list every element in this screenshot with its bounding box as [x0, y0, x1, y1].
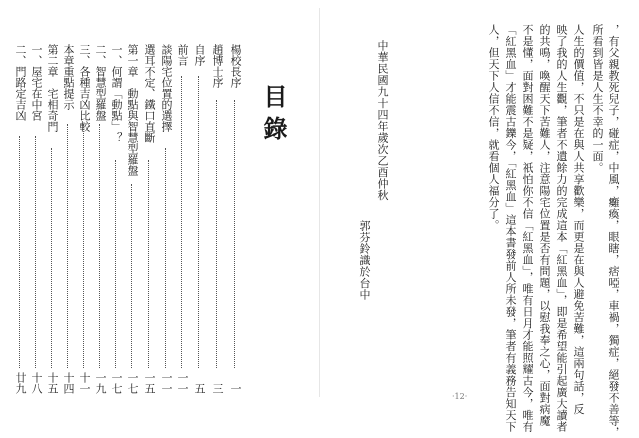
toc-entry-page: 一一: [160, 372, 173, 394]
toc-entry-label: 一、何謂「動點」？: [110, 44, 123, 143]
toc-entry[interactable]: [229, 44, 241, 394]
toc-entry-page: 一五: [143, 372, 156, 394]
toc-entry-label: 談陽宅位置的選擇: [160, 44, 173, 132]
toc-entry-label: 本章重點提示: [62, 44, 75, 110]
toc-entry-page: 三: [211, 383, 224, 394]
leader-dots: [131, 184, 132, 368]
toc-title: 目錄: [259, 84, 288, 148]
preface-line: 不是懂，面對困難不是疑，祇怕你不信「紅黑血」，唯有日月才能照耀古今，唯有: [521, 24, 534, 433]
toc-entry-label: 二、門路定吉凶: [14, 44, 27, 121]
toc-entry-page: 一: [229, 383, 242, 394]
toc-entry[interactable]: [14, 44, 26, 394]
spread-divider: [319, 8, 320, 397]
toc-entry[interactable]: [193, 44, 205, 394]
leader-dots: [99, 124, 100, 368]
toc-entry[interactable]: [110, 44, 122, 394]
toc-entry-page: 十五: [46, 372, 59, 394]
toc-entry-page: 十一: [78, 372, 91, 394]
toc-entry-page: 一七: [126, 372, 139, 394]
preface-line: 人生的價值，不只是在與人共享歡樂，而更是在與人避免苦難，這兩句話，反: [572, 24, 585, 415]
leader-dots: [165, 148, 166, 368]
toc-entry[interactable]: [143, 44, 155, 394]
toc-entry-label: 楊校長序: [229, 44, 242, 88]
preface-line: 「紅黑血」才能震古鑠今，「紅黑血」這本書發前人所未發，筆者有義務告知天下: [504, 24, 517, 433]
toc-entry-label: 前言: [176, 44, 189, 66]
toc-entry-label: 一、屋宅在中宮: [30, 44, 43, 121]
leader-dots: [19, 136, 20, 368]
page-number: ·12·: [452, 392, 468, 401]
toc-entry[interactable]: [78, 44, 90, 394]
toc-entry[interactable]: [176, 44, 188, 394]
toc-entry-page: 廿九: [14, 372, 27, 394]
toc-entry-page: 一九: [94, 372, 107, 394]
preface-signature: 郭芬鈴識於台中: [358, 220, 371, 301]
toc-entry-label: 二、智慧型羅盤: [94, 44, 107, 121]
toc-entry[interactable]: [160, 44, 172, 394]
toc-entry-page: 五: [193, 383, 206, 394]
toc-entry-label: 選耳不定、鐵口直斷: [143, 44, 156, 143]
leader-dots: [148, 160, 149, 368]
toc-entry[interactable]: [211, 44, 223, 394]
toc-entry-label: 自序: [193, 44, 206, 66]
preface-line: 所看到皆是人生不幸的一面。: [591, 24, 604, 174]
preface-date: 中華民國九十四年歲次乙酉仲秋: [376, 40, 389, 201]
leader-dots: [51, 148, 52, 368]
toc-entry-page: 十四: [62, 372, 75, 394]
leader-dots: [35, 136, 36, 368]
toc-entry[interactable]: [62, 44, 74, 394]
preface-line: 的共鳴，喚醒天下苦難人，注意陽宅位置是否有問題，以慰我奉之心，面對病魔: [538, 24, 551, 427]
toc-entry[interactable]: [30, 44, 42, 394]
leader-dots: [198, 76, 199, 368]
toc-entry-page: 一一: [176, 372, 189, 394]
toc-entry[interactable]: [126, 44, 138, 394]
toc-entry-label: 三、各種吉凶比較: [78, 44, 91, 132]
toc-entry-page: 一七: [110, 372, 123, 394]
leader-dots: [67, 124, 68, 368]
preface-line: ，有父親教死兒子，碰症，中風，癱瘓，眼瞎，痞啞，車禍，獨症，絕發不善等，: [607, 24, 620, 438]
leader-dots: [234, 100, 235, 368]
toc-entry-label: 第一章 動點與智慧型羅盤: [126, 44, 139, 176]
toc-entry[interactable]: [94, 44, 106, 394]
leader-dots: [83, 124, 84, 368]
preface-line: 人，但天下人信不信，就看個人福分了。: [487, 24, 500, 231]
toc-entry-label: 趙博士序: [211, 44, 224, 88]
leader-dots: [115, 160, 116, 368]
leader-dots: [216, 100, 217, 368]
toc-entry-page: 十八: [30, 372, 43, 394]
toc-entry-label: 第二章 宅相奇門: [46, 44, 59, 132]
toc-entry[interactable]: [46, 44, 58, 394]
leader-dots: [181, 76, 182, 368]
preface-line: 映了我的人生觀，筆者不遺餘力的完成這本「紅黑血」，即是希望能引起廣大讀者: [555, 24, 568, 433]
